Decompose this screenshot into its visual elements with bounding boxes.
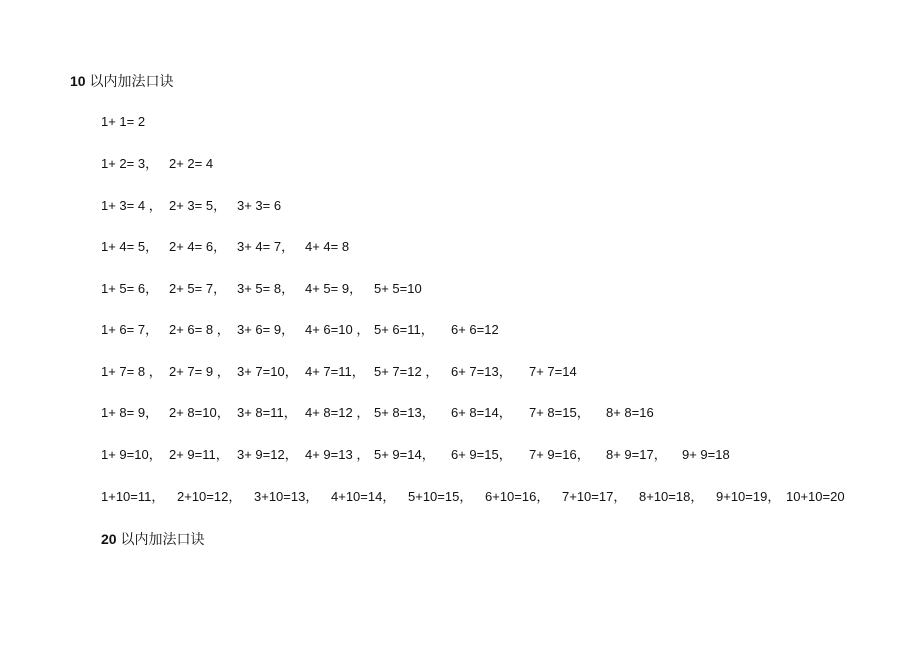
equation-cell: 5+ 6=11， bbox=[374, 322, 434, 337]
equation-cell: 4+ 9=13 ， bbox=[305, 447, 370, 462]
equation-cell: 9+ 9=18 bbox=[682, 447, 730, 462]
equation-cell: 3+ 8=11， bbox=[237, 405, 297, 420]
equation-cell: 6+ 6=12 bbox=[451, 322, 499, 337]
equation-cell: 6+ 8=14， bbox=[451, 405, 512, 420]
equation-cell: 1+ 4= 5， bbox=[101, 239, 159, 254]
equation-cell: 7+ 8=15， bbox=[529, 405, 590, 420]
heading-number: 20 bbox=[101, 531, 117, 547]
equation-cell: 2+ 9=11， bbox=[169, 447, 229, 462]
equation-cell: 7+ 9=16， bbox=[529, 447, 590, 462]
equation-cell: 1+10=11， bbox=[101, 489, 165, 504]
equation-cell: 2+ 2= 4 bbox=[169, 156, 214, 171]
equation-cell: 2+ 6= 8 ， bbox=[169, 322, 230, 337]
equation-cell: 4+ 4= 8 bbox=[305, 239, 350, 254]
heading-text: 以内加法口诀 bbox=[116, 531, 205, 547]
equation-cell: 1+ 1= 2 bbox=[101, 114, 146, 129]
equation-cell: 8+ 9=17， bbox=[606, 447, 667, 462]
equation-cell: 3+ 9=12， bbox=[237, 447, 298, 462]
equation-cell: 3+10=13， bbox=[254, 489, 319, 504]
equation-cell: 4+ 7=11， bbox=[305, 364, 365, 379]
equation-cell: 5+ 8=13， bbox=[374, 405, 435, 420]
heading-addition-within-20 bbox=[101, 530, 204, 548]
equation-cell: 4+10=14， bbox=[331, 489, 396, 504]
heading-number: 10 bbox=[70, 73, 86, 89]
equation-cell: 9+10=19， bbox=[716, 489, 781, 504]
heading-addition-within-10 bbox=[70, 72, 173, 90]
equation-cell: 6+ 7=13， bbox=[451, 364, 512, 379]
equation-cell: 3+ 6= 9， bbox=[237, 322, 295, 337]
heading-text: 以内加法口诀 bbox=[85, 73, 174, 89]
equation-cell: 2+ 8=10， bbox=[169, 405, 230, 420]
equation-cell: 5+ 7=12 ， bbox=[374, 364, 439, 379]
equation-cell: 1+ 7= 8 ， bbox=[101, 364, 162, 379]
equation-cell: 4+ 8=12 ， bbox=[305, 405, 370, 420]
equation-cell: 1+ 5= 6， bbox=[101, 281, 159, 296]
equation-cell: 1+ 8= 9， bbox=[101, 405, 159, 420]
equation-cell: 6+10=16， bbox=[485, 489, 550, 504]
equation-cell: 7+ 7=14 bbox=[529, 364, 577, 379]
equation-cell: 2+10=12， bbox=[177, 489, 242, 504]
equation-cell: 5+10=15， bbox=[408, 489, 473, 504]
equation-cell: 1+ 9=10， bbox=[101, 447, 162, 462]
equation-cell: 5+ 9=14， bbox=[374, 447, 435, 462]
equation-cell: 5+ 5=10 bbox=[374, 281, 422, 296]
equation-cell: 4+ 6=10 ， bbox=[305, 322, 370, 337]
equation-cell: 1+ 6= 7， bbox=[101, 322, 159, 337]
equation-cell: 3+ 7=10， bbox=[237, 364, 298, 379]
equation-cell: 1+ 3= 4 ， bbox=[101, 198, 162, 213]
equation-cell: 10+10=20 bbox=[786, 489, 845, 504]
equation-cell: 2+ 3= 5， bbox=[169, 198, 227, 213]
equation-cell: 2+ 4= 6， bbox=[169, 239, 227, 254]
equation-cell: 6+ 9=15， bbox=[451, 447, 512, 462]
equation-cell: 7+10=17， bbox=[562, 489, 627, 504]
equation-cell: 2+ 5= 7， bbox=[169, 281, 227, 296]
equation-cell: 8+10=18， bbox=[639, 489, 704, 504]
equation-cell: 3+ 5= 8， bbox=[237, 281, 295, 296]
equation-cell: 1+ 2= 3， bbox=[101, 156, 159, 171]
equation-cell: 3+ 3= 6 bbox=[237, 198, 282, 213]
equation-cell: 3+ 4= 7， bbox=[237, 239, 295, 254]
equation-cell: 8+ 8=16 bbox=[606, 405, 654, 420]
equation-cell: 4+ 5= 9， bbox=[305, 281, 363, 296]
equation-cell: 2+ 7= 9 ， bbox=[169, 364, 230, 379]
